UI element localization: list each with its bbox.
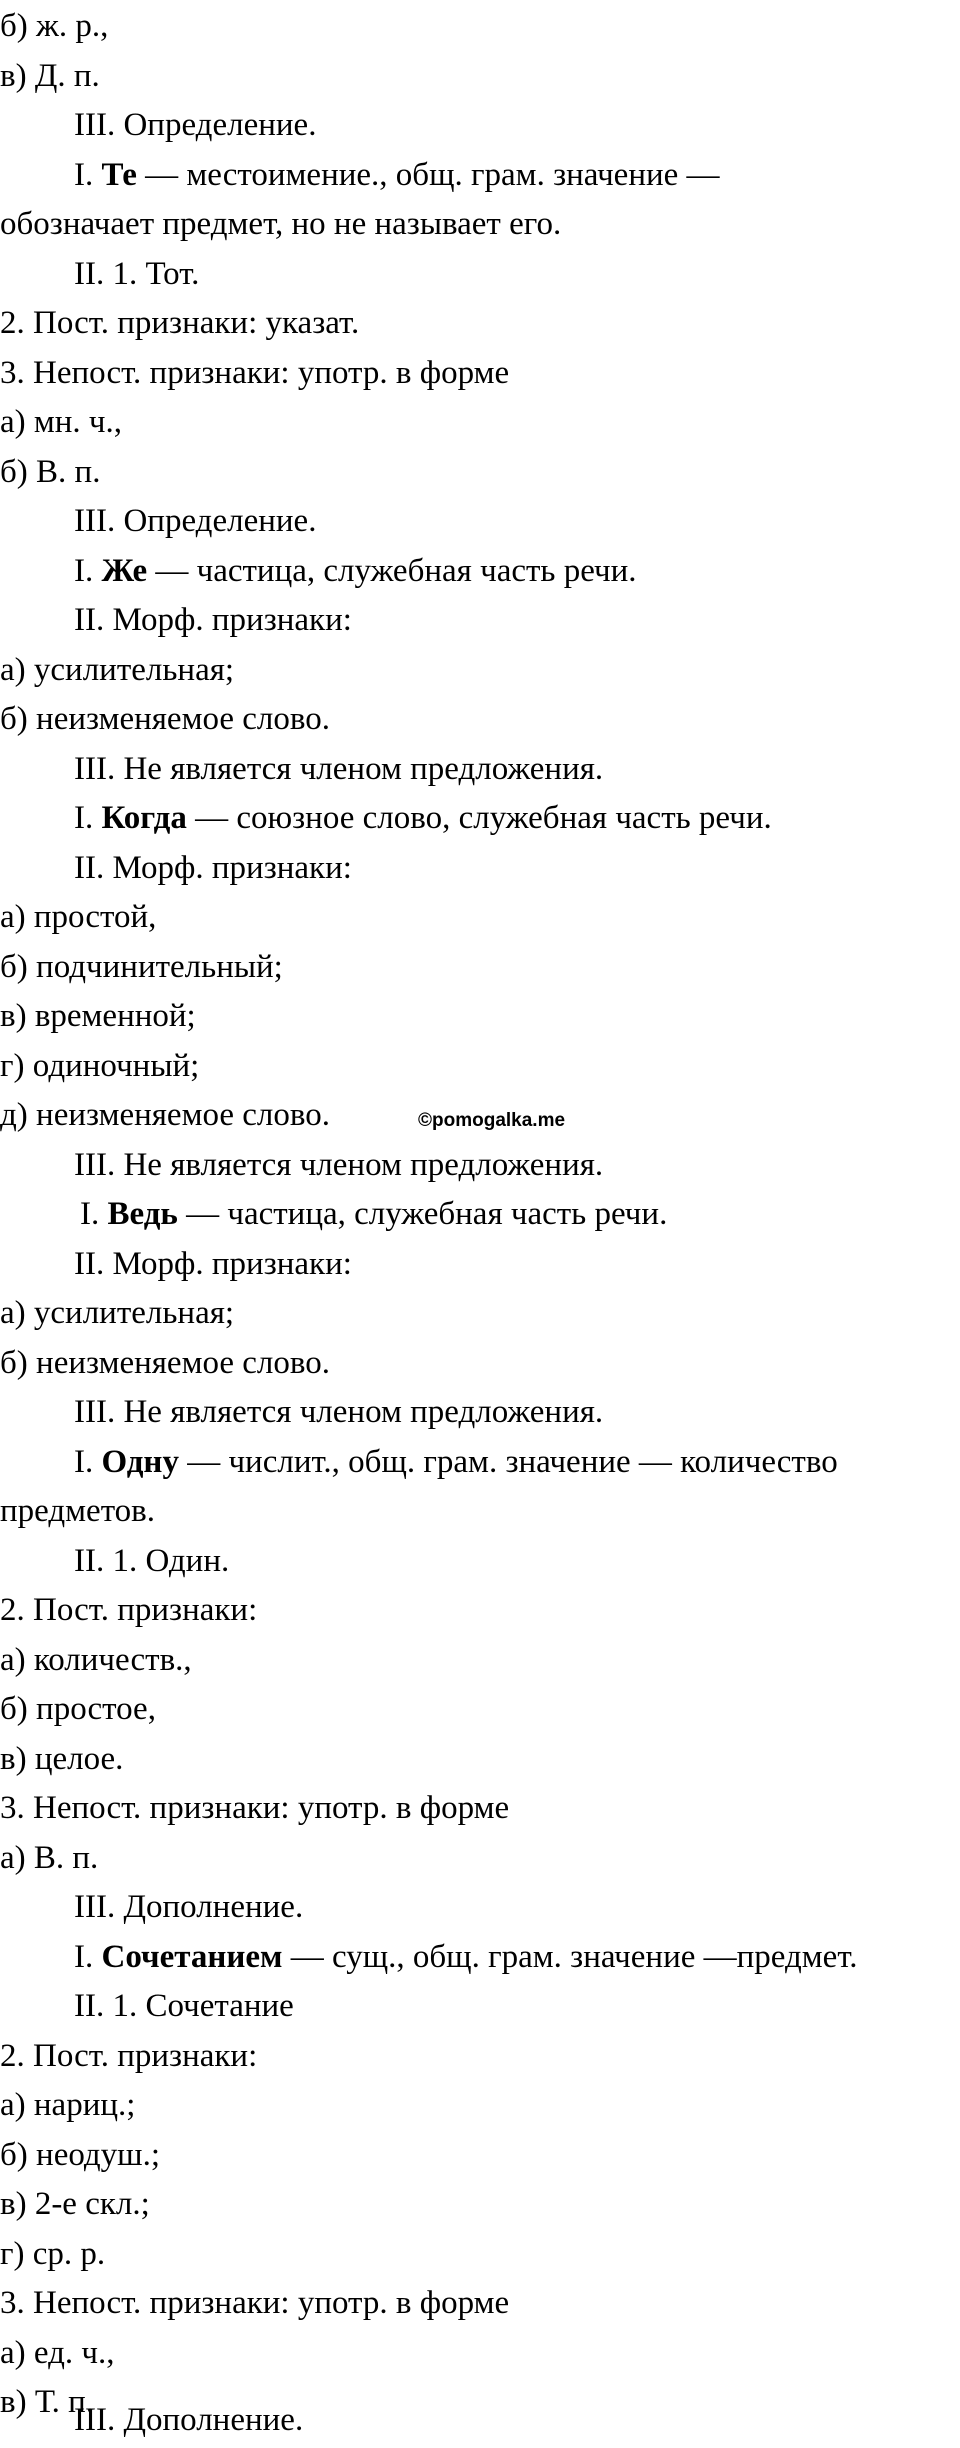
text-line: а) усилительная; xyxy=(0,652,235,688)
text-line: 2. Пост. признаки: указат. xyxy=(0,305,360,341)
text-line: б) ж. р., xyxy=(0,8,109,44)
word-heading: I. Ведь — частица, служебная часть речи. xyxy=(80,1196,668,1232)
text-line: б) неизменяемое слово. xyxy=(0,1345,330,1381)
text-line: г) одиночный; xyxy=(0,1048,200,1084)
text-line: 3. Непост. признаки: употр. в форме xyxy=(0,355,510,391)
text-line: в) целое. xyxy=(0,1741,124,1777)
section-heading: II. Морф. признаки: xyxy=(74,602,352,638)
text-line: д) неизменяемое слово. xyxy=(0,1097,330,1133)
text-line: 3. Непост. признаки: употр. в форме xyxy=(0,2285,510,2321)
word-heading: I. Сочетанием — сущ., общ. грам. значение —предмет. xyxy=(74,1939,858,1975)
parsed-word: Сочетанием xyxy=(101,1939,283,1975)
text-line: обозначает предмет, но не называет его. xyxy=(0,206,562,242)
section-heading: II. 1. Один. xyxy=(74,1543,230,1579)
text-line: предметов. xyxy=(0,1493,156,1529)
text-line: а) количеств., xyxy=(0,1642,192,1678)
word-heading: I. Когда — союзное слово, служебная часть речи. xyxy=(74,800,772,836)
parsed-word: Те xyxy=(101,157,137,193)
parsed-word: Когда xyxy=(101,800,187,836)
text-line: б) неодуш.; xyxy=(0,2137,161,2173)
watermark: ©pomogalka.me xyxy=(418,1110,566,1131)
text-line: б) подчинительный; xyxy=(0,949,283,985)
text-line: 2. Пост. признаки: xyxy=(0,1592,258,1628)
text-line: б) В. п. xyxy=(0,454,101,490)
text-line: г) ср. р. xyxy=(0,2236,106,2272)
section-heading: III. Не является членом предложения. xyxy=(74,1394,604,1430)
parsed-word: Одну xyxy=(101,1444,179,1480)
text-line: б) простое, xyxy=(0,1691,156,1727)
text-line: 2. Пост. признаки: xyxy=(0,2038,258,2074)
section-heading: III. Не является членом предложения. xyxy=(74,1147,604,1183)
text-line: в) Д. п. xyxy=(0,58,100,94)
text-line: а) мн. ч., xyxy=(0,404,123,440)
text-line: а) усилительная; xyxy=(0,1295,235,1331)
section-heading: III. Дополнение. xyxy=(74,2402,304,2438)
text-line: а) нариц.; xyxy=(0,2087,136,2123)
section-heading: II. Морф. признаки: xyxy=(74,850,352,886)
word-heading: I. Те — местоимение., общ. грам. значение — xyxy=(74,157,720,193)
section-heading: II. Морф. признаки: xyxy=(74,1246,352,1282)
section-heading: III. Определение. xyxy=(74,503,317,539)
word-heading: I. Же — частица, служебная часть речи. xyxy=(74,553,637,589)
word-heading: I. Одну — числит., общ. грам. значение — количество xyxy=(74,1444,838,1480)
parsed-word: Ведь xyxy=(107,1196,178,1232)
section-heading: II. 1. Сочетание xyxy=(74,1988,294,2024)
text-line: а) ед. ч., xyxy=(0,2335,115,2371)
parsed-word: Же xyxy=(101,553,148,589)
section-heading: III. Дополнение. xyxy=(74,1889,304,1925)
text-line: в) временной; xyxy=(0,998,196,1034)
text-line: а) В. п. xyxy=(0,1840,99,1876)
section-heading: III. Определение. xyxy=(74,107,317,143)
text-line: 3. Непост. признаки: употр. в форме xyxy=(0,1790,510,1826)
text-line: б) неизменяемое слово. xyxy=(0,701,330,737)
text-line: в) 2-е скл.; xyxy=(0,2186,150,2222)
text-line: а) простой, xyxy=(0,899,157,935)
text-line: в) Т. п. xyxy=(0,2384,95,2420)
section-heading: III. Не является членом предложения. xyxy=(74,751,604,787)
section-heading: II. 1. Тот. xyxy=(74,256,200,292)
